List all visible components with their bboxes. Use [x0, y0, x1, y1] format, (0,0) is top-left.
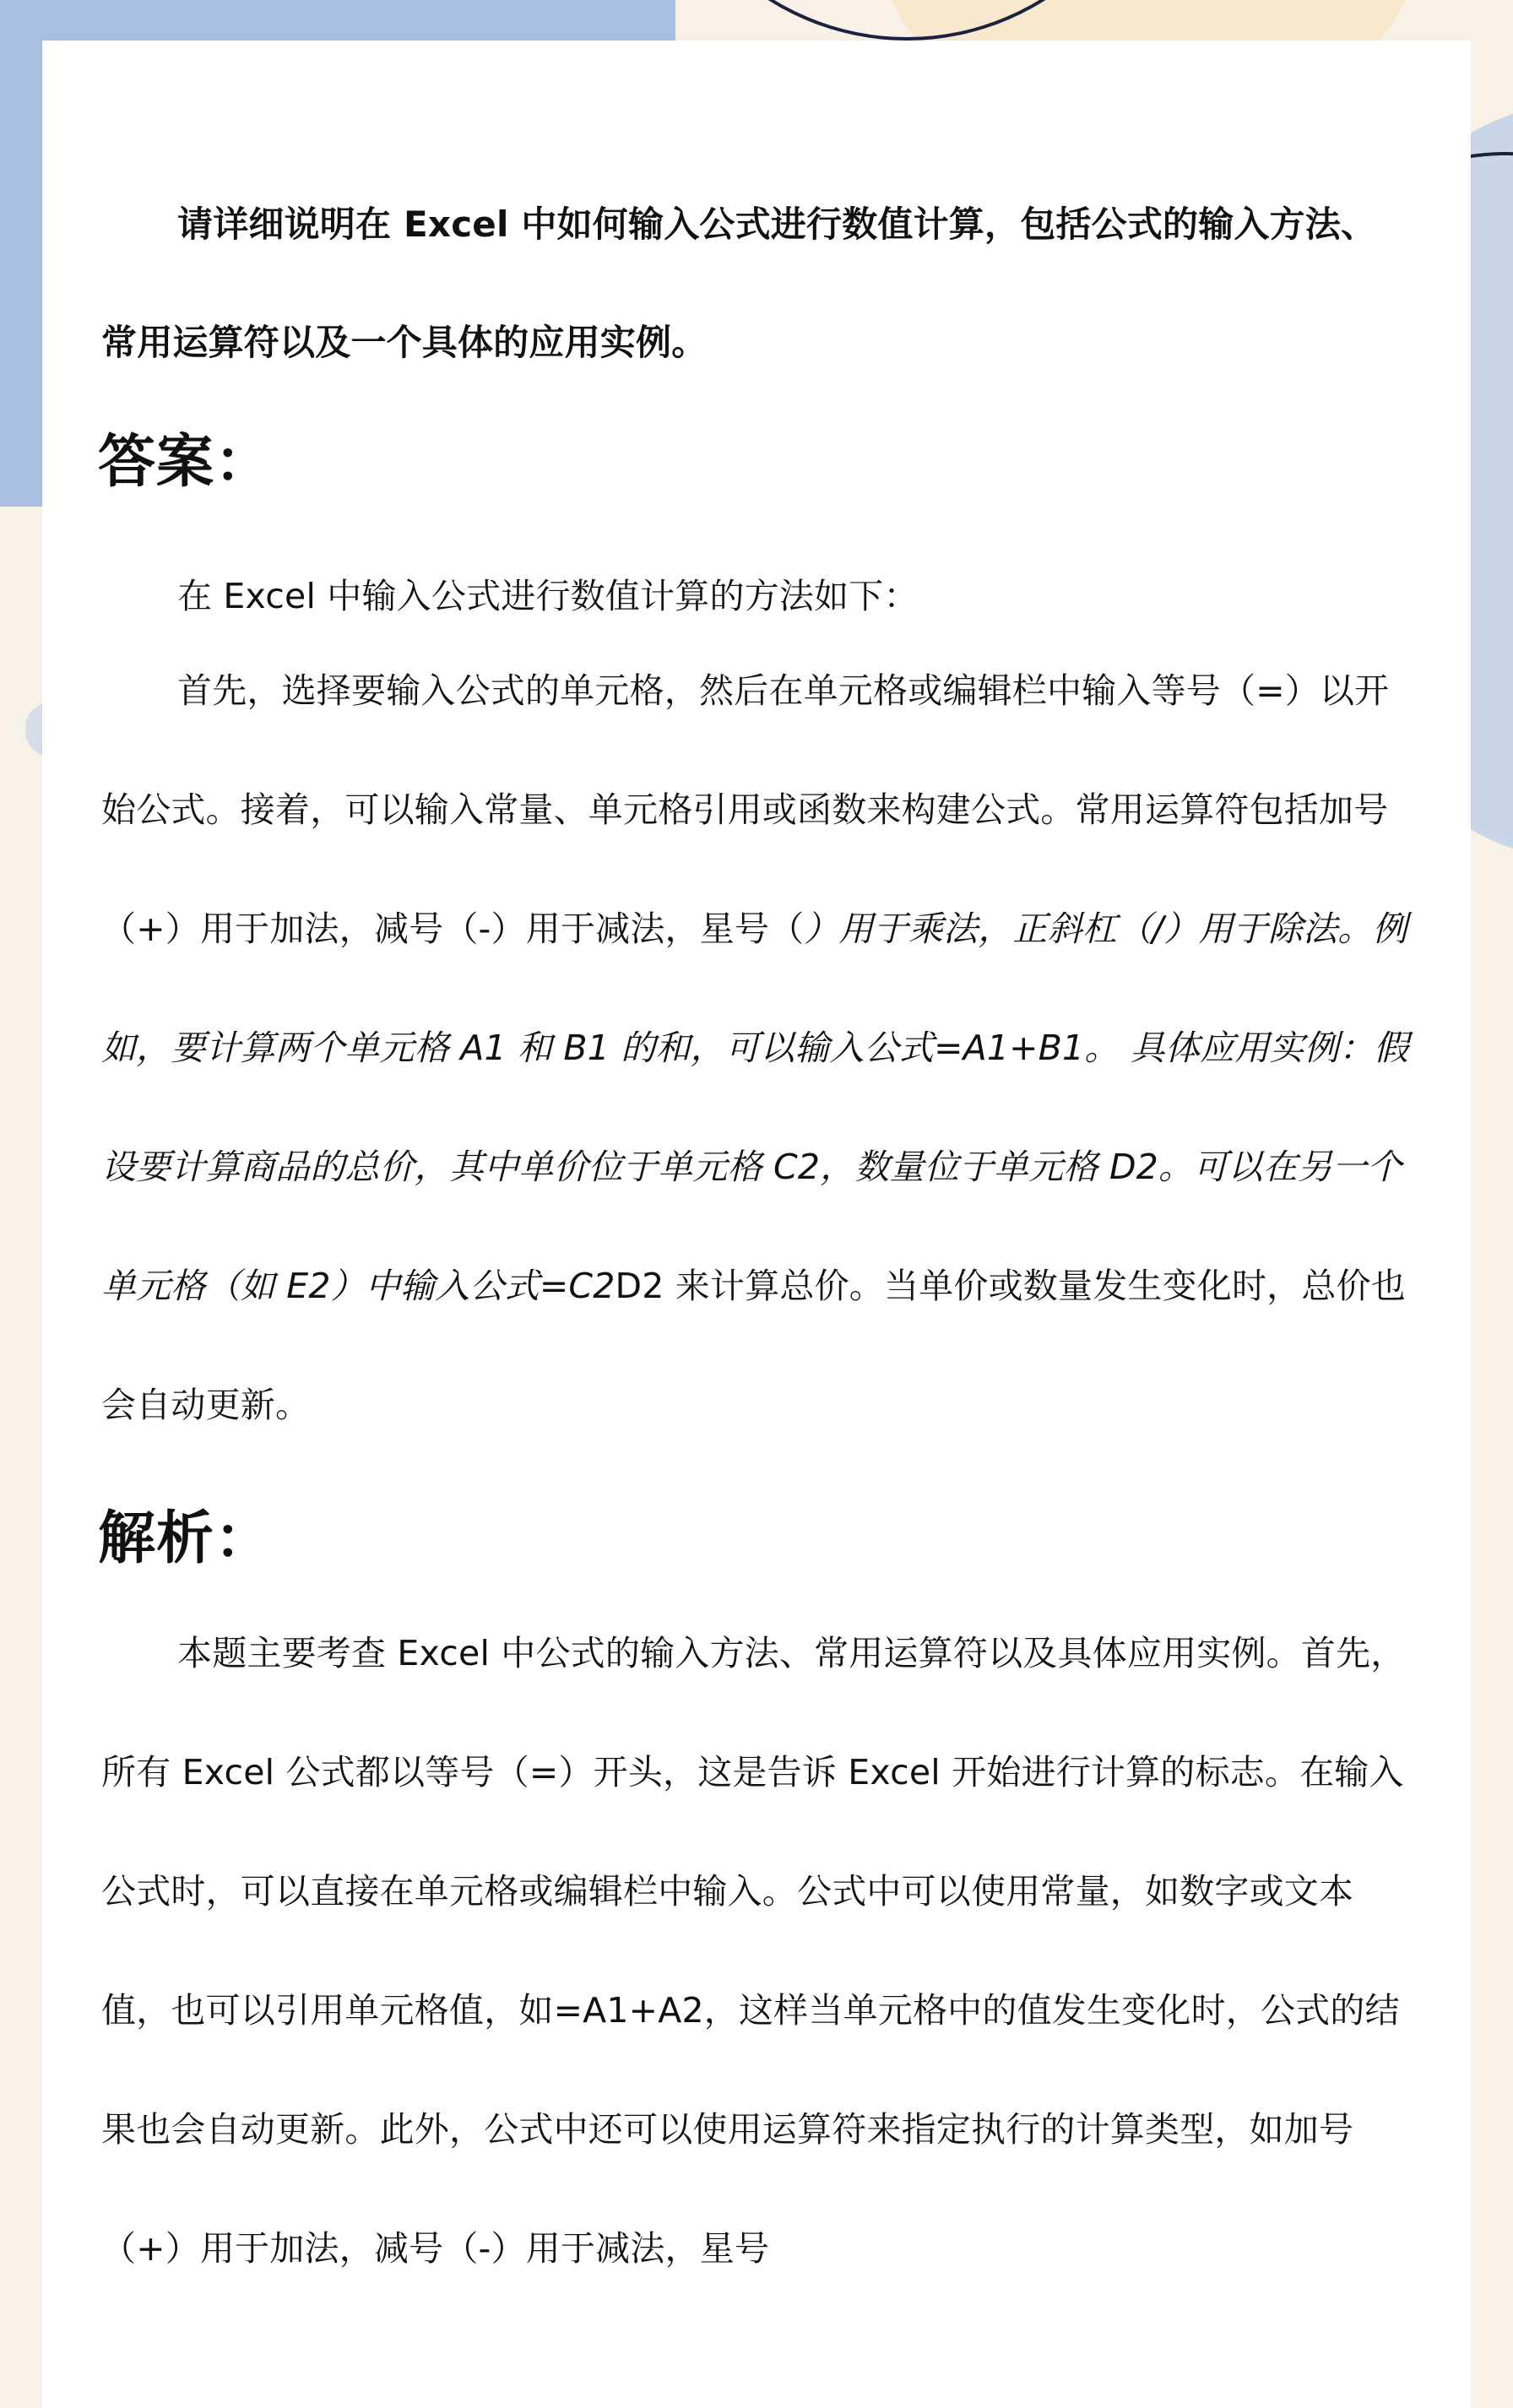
document-card: [42, 41, 1471, 2408]
answer-body-tail: D2 来计算总价。当单价或数量发生变化时，总价也会自动更新。: [101, 1266, 1406, 1425]
answer-heading: 答案：: [98, 429, 274, 496]
analysis-heading: 解析：: [98, 1505, 274, 1572]
answer-body-italic: ）用于乘法，正斜杠（/）用于除法。例如，要计算两个单元格 A1 和 B1 的和，可以输入公式=A1+B1。 具体应用实例：假设要计算商品的总价，其中单价位于单元格 C2，数量位于单元格 D2。可以在另一个单元格（如 E2）中输入公式=C2: [101, 908, 1409, 1306]
answer-body: [101, 632, 1418, 1465]
question-text: 请详细说明在 Excel 中如何输入公式进行数值计算，包括公式的输入方法、常用运算符以及一个具体的应用实例。: [101, 203, 1377, 363]
analysis-body: 本题主要考查 Excel 中公式的输入方法、常用运算符以及具体应用实例。首先，所有 Excel 公式都以等号（=）开头，这是告诉 Excel 开始进行计算的标志。在输入公式时，可以直接在单元格或编辑栏中输入。公式中可以使用常量，如数字或文本值，也可以引用单元格值，如=A1+A2，这样当单元格中的值发生变化时，公式的结果也会自动更新。此外，公式中还可以使用运算符来指定执行的计算类型，如加号（+）用于加法，减号（-）用于减法，星号: [101, 1633, 1406, 2269]
answer-body-normal: 首先，选择要输入公式的单元格，然后在单元格或编辑栏中输入等号（=）以开始公式。接着，可以输入常量、单元格引用或函数来构建公式。常用运算符包括加号（+）用于加法，减号（-）用于减法，星号（: [101, 670, 1390, 949]
answer-intro: 在 Excel 中输入公式进行数值计算的方法如下：: [177, 576, 919, 616]
